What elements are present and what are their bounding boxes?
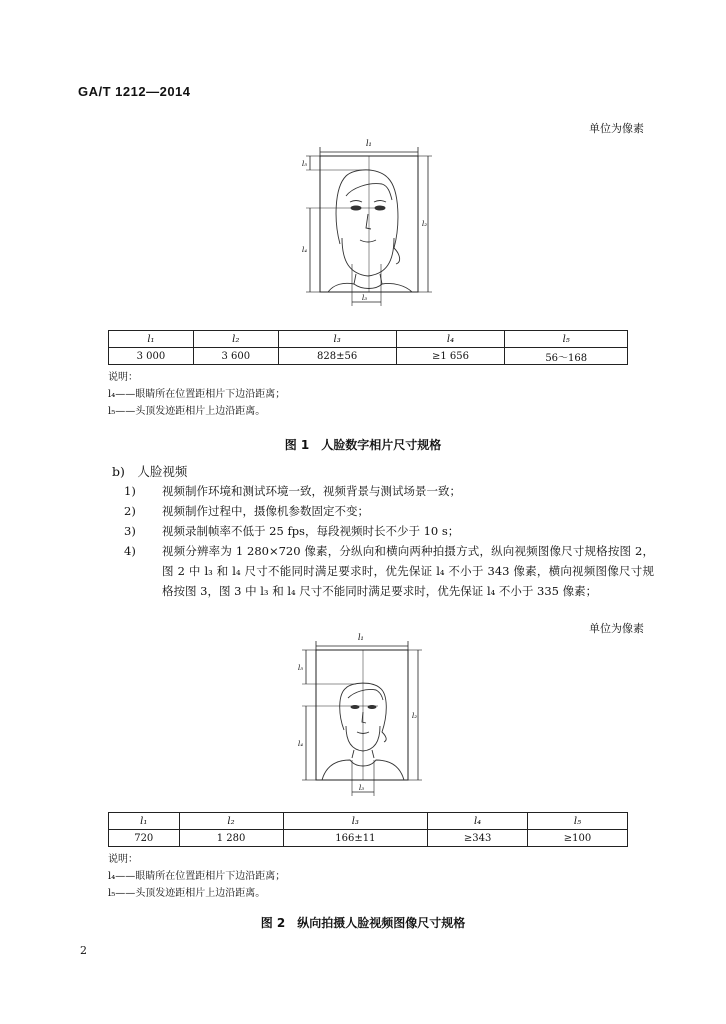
table-cell: 56～168	[505, 348, 628, 365]
unit-note-fig2: 单位为像素	[589, 622, 644, 635]
table-cell: 828±56	[278, 348, 396, 365]
table-header-cell: l₄	[396, 331, 505, 348]
item-text: 视频分辨率为 1 280×720 像素，分纵向和横向两种拍摄方式，纵向视频图像尺寸规格按图 2，图 2 中 l₃ 和 l₄ 尺寸不能同时满足要求时，优先保证 l₄ 不小于 343 像素，横向视频图像尺寸规格按图 3，图 3 中 l₃ 和 l₄ 尺寸不能同时满足要求时，优先保证 l₄ 不小于 335 像素；	[162, 544, 654, 598]
dim-label-l5: l₅	[298, 664, 304, 672]
table-header-cell: l₃	[283, 813, 428, 830]
face-photo-diagram-1	[290, 134, 440, 312]
table-header-cell: l₁	[109, 813, 180, 830]
list-item	[124, 521, 654, 541]
dim-label-l4: l₄	[298, 740, 304, 748]
dim-label-l1: l₁	[358, 633, 364, 642]
table-header-cell: l₅	[505, 331, 628, 348]
dim-label-l3: l₃	[362, 294, 368, 302]
notes-title: 说明：	[108, 372, 138, 383]
table-header-row	[109, 813, 628, 830]
table-header-row	[109, 331, 628, 348]
table-header-cell: l₂	[179, 813, 283, 830]
table-row	[109, 830, 628, 847]
figure-2-caption: 图 2 纵向拍摄人脸视频图像尺寸规格	[260, 916, 466, 930]
item-text: 视频录制帧率不低于 25 fps，每段视频时长不少于 10 s；	[162, 524, 460, 538]
section-b-heading: b) 人脸视频	[112, 464, 188, 479]
table-header-cell: l₂	[193, 331, 278, 348]
table-header-cell: l₃	[278, 331, 396, 348]
standard-header: GA/T 1212—2014	[78, 84, 191, 99]
table-cell: ≥1 656	[396, 348, 505, 365]
table-header-cell: l₄	[428, 813, 528, 830]
table-cell: ≥343	[428, 830, 528, 847]
dim-label-l3: l₃	[359, 784, 365, 792]
item-number: 1)	[124, 484, 136, 498]
dim-label-l2: l₂	[412, 712, 418, 720]
list-item	[124, 541, 654, 601]
dim-label-l2: l₂	[422, 220, 428, 228]
dim-label-l5: l₅	[302, 160, 308, 168]
item-text: 视频制作过程中，摄像机参数固定不变；	[162, 504, 369, 518]
table-header-cell: l₁	[109, 331, 194, 348]
fig1-notes	[108, 369, 285, 420]
item-number: 4)	[124, 544, 136, 558]
item-number: 3)	[124, 524, 136, 538]
note-line: l₄——眼睛所在位置距相片下边沿距离；	[108, 871, 286, 882]
note-line: l₅——头顶发迹距相片上边沿距离。	[108, 888, 266, 899]
table-cell: 3 000	[109, 348, 194, 365]
face-sketch-1	[328, 170, 412, 292]
page-number: 2	[80, 944, 87, 957]
table-cell: 720	[109, 830, 180, 847]
unit-note-fig1: 单位为像素	[589, 122, 644, 135]
table-cell: ≥100	[528, 830, 628, 847]
table-cell: 166±11	[283, 830, 428, 847]
fig1-dimension-table	[108, 330, 628, 365]
fig2-dimension-table	[108, 812, 628, 847]
table-cell: 1 280	[179, 830, 283, 847]
list-item	[124, 501, 654, 521]
dim-label-l1: l₁	[366, 139, 372, 148]
notes-title: 说明：	[108, 854, 138, 865]
fig2-notes	[108, 851, 285, 902]
table-header-cell: l₅	[528, 813, 628, 830]
face-video-diagram-2	[292, 630, 432, 802]
dim-label-l4: l₄	[302, 246, 308, 254]
list-item	[124, 481, 654, 501]
table-row	[109, 348, 628, 365]
note-line: l₅——头顶发迹距相片上边沿距离。	[108, 406, 266, 417]
table-cell: 3 600	[193, 348, 278, 365]
note-line: l₄——眼睛所在位置距相片下边沿距离；	[108, 389, 286, 400]
figure-1-caption: 图 1 人脸数字相片尺寸规格	[284, 438, 442, 452]
item-text: 视频制作环境和测试环境一致，视频背景与测试场景一致；	[162, 484, 461, 498]
item-number: 2)	[124, 504, 136, 518]
